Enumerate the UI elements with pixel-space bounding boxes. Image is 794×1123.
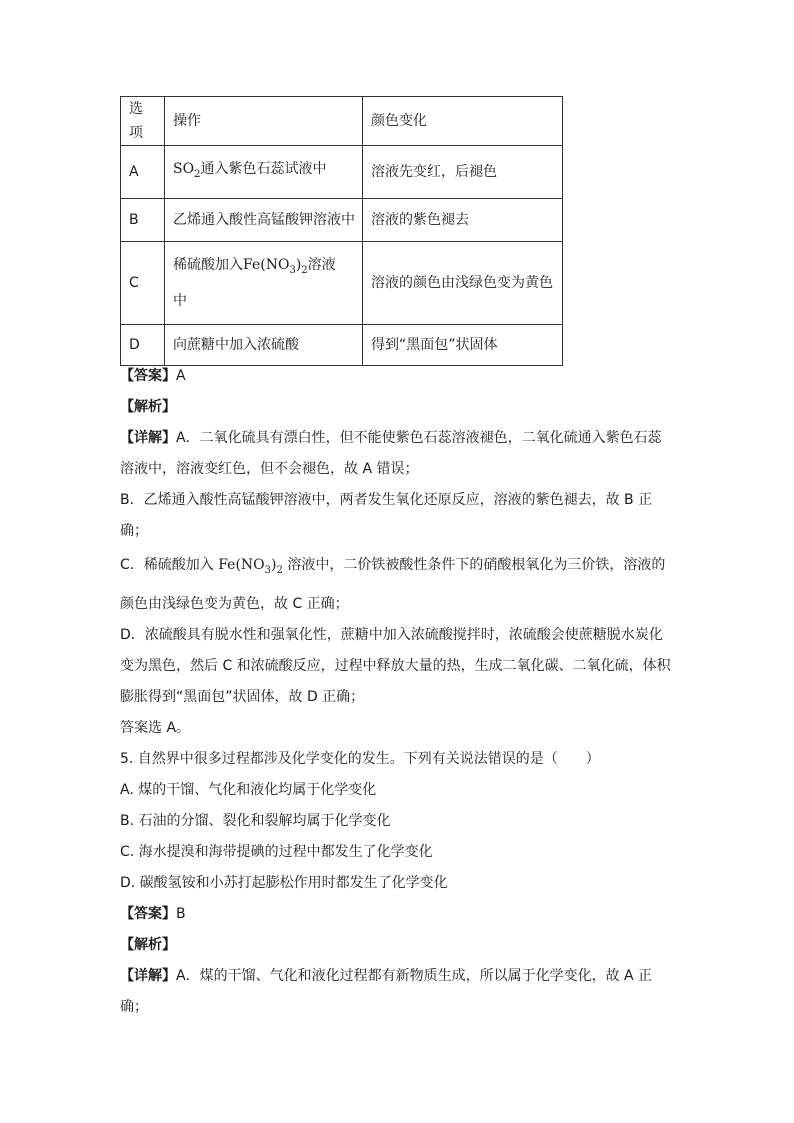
- header-operation: 操作: [165, 97, 363, 146]
- detail-line: D．浓硫酸具有脱水性和强氧化性，蔗糖中加入浓硫酸搅拌时，浓硫酸会使蔗糖脱水炭化: [120, 626, 663, 643]
- detail-line: 变为黑色，然后 C 和浓硫酸反应，过程中释放大量的热，生成二氧化碳、二氧化硫，体积: [120, 657, 671, 674]
- color-cell: 溶液的紫色褪去: [363, 199, 563, 242]
- formula: ): [295, 257, 302, 274]
- header-option: 选项: [121, 97, 165, 146]
- operation-cell: [165, 242, 363, 325]
- detail-line: 确；: [120, 523, 148, 539]
- option-cell: D: [121, 325, 165, 366]
- analysis-tag: 【解析】: [120, 936, 176, 953]
- color-cell: 得到“黑面包”状固体: [363, 325, 563, 366]
- operation-text: 通入紫色石蕊试液中: [200, 161, 327, 178]
- answer-line: 【答案】B: [120, 905, 186, 922]
- formula: ): [271, 557, 277, 573]
- formula: Fe(NO: [218, 557, 265, 573]
- operation-text: 稀硫酸加入: [173, 257, 243, 274]
- detail-line: 【详解】A．煤的干馏、气化和液化过程都有新物质生成，所以属于化学变化，故 A 正: [120, 967, 653, 984]
- color-cell: 溶液的颜色由浅绿色变为黄色: [363, 242, 563, 325]
- detail-line: 颜色由浅绿色变为黄色，故 C 正确；: [120, 595, 349, 612]
- formula: Fe(NO: [243, 257, 290, 274]
- answer-line: 【答案】A: [120, 368, 186, 384]
- option-cell: C: [121, 242, 165, 325]
- detail-line: 溶液中，溶液变红色，但不会褪色，故 A 错误；: [120, 461, 419, 477]
- detail-line: 确；: [120, 998, 148, 1015]
- q5-option-c: C. 海水提溴和海带提碘的过程中都发生了化学变化: [120, 843, 433, 860]
- formula-subscript: 2: [276, 564, 283, 576]
- options-table: [120, 96, 563, 366]
- table-row: [121, 325, 563, 366]
- analysis-tag: 【解析】: [120, 399, 176, 415]
- table-header-row: [121, 97, 563, 146]
- question-5: 5. 自然界中很多过程都涉及化学变化的发生。下列有关说法错误的是（ ）: [120, 750, 600, 767]
- detail-line: C．稀硫酸加入 $Fe(NO_3)_2$ 溶液中，二价铁被酸性条件下的硝酸根氧化为三价铁，溶液的: [120, 557, 666, 576]
- detail-line: 【详解】A．二氧化硫具有漂白性，但不能使紫色石蕊溶液褪色，二氧化硫通入紫色石蕊: [120, 430, 662, 446]
- operation-cell: [165, 146, 363, 199]
- explanation-text: [120, 361, 675, 1023]
- header-color-change: 颜色变化: [363, 97, 563, 146]
- option-cell: B: [121, 199, 165, 242]
- operation-text: 溶液: [307, 257, 336, 274]
- formula-subscript: 2: [194, 168, 201, 180]
- color-cell: 溶液先变红，后褪色: [363, 146, 563, 199]
- formula-subscript: 2: [301, 264, 308, 276]
- table-row: [121, 146, 563, 199]
- detail-line: 膨胀得到“黑面包”状固体，故 D 正确；: [120, 688, 365, 705]
- table-row: [121, 242, 563, 325]
- formula-subscript: 3: [289, 264, 296, 276]
- detail-line: B．乙烯通入酸性高锰酸钾溶液中，两者发生氧化还原反应，溶液的紫色褪去，故 B 正: [120, 492, 653, 508]
- q5-option-b: B. 石油的分馏、裂化和裂解均属于化学变化: [120, 812, 391, 829]
- formula: SO: [173, 161, 195, 178]
- final-answer-line: 答案选 A。: [120, 719, 191, 736]
- q5-option-d: D. 碳酸氢铵和小苏打起膨松作用时都发生了化学变化: [120, 874, 448, 891]
- option-cell: A: [121, 146, 165, 199]
- q5-option-a: A. 煤的干馏、气化和液化均属于化学变化: [120, 781, 377, 798]
- operation-text: 中: [173, 292, 187, 309]
- table-row: [121, 199, 563, 242]
- operation-cell: 向蔗糖中加入浓硫酸: [165, 325, 363, 366]
- operation-cell: 乙烯通入酸性高锰酸钾溶液中: [165, 199, 363, 242]
- formula-subscript: 3: [264, 564, 272, 576]
